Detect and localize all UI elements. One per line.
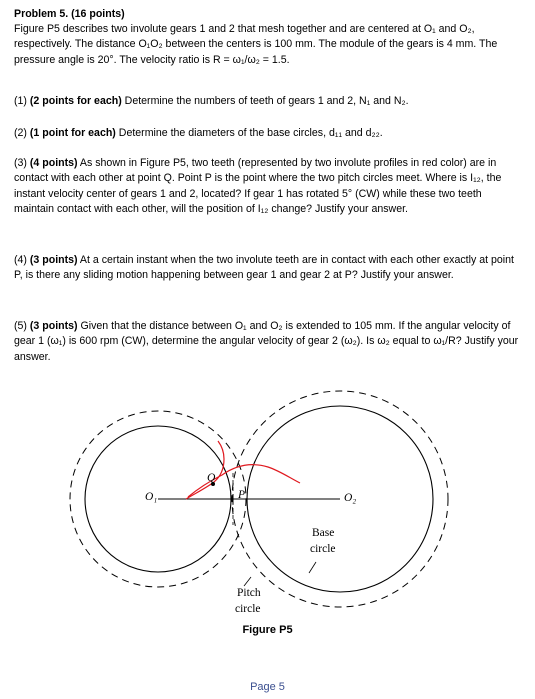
part-4-points: (3 points) (29, 254, 78, 266)
part-3 (14, 156, 522, 217)
part-4-text: At a certain instant when the two involute teeth are in contact with each other exactly at point P, is there any sliding motion happening between gear 1 and gear 2 at P? Justify your answer. (14, 254, 514, 282)
part-2-points: (1 point for each) (29, 127, 116, 139)
label-pitch: Pitch (237, 587, 261, 599)
pitch-point-mark (228, 494, 238, 504)
pitch-circle-leader (244, 577, 251, 586)
part-1-number: (1) (14, 95, 27, 107)
part-4-number: (4) (14, 254, 27, 266)
page-number: Page 5 (250, 681, 285, 693)
label-pitch-circle: circle (235, 603, 261, 615)
part-4 (14, 253, 522, 284)
part-1-text: Determine the numbers of teeth of gears 1 and 2, N₁ and N₂. (121, 95, 409, 107)
part-5-text: Given that the distance between O₁ and O₂ is extended to 105 mm. If the angular velocity of gear 1 (ω₁) is 600 rpm (CW), determine the angular velocity of gear 2 (ω₂). Is ω₂ equal to ω₁/R? Justify your answer. (14, 320, 519, 363)
part-5-points: (3 points) (29, 320, 78, 332)
part-3-number: (3) (14, 157, 27, 169)
part-1 (14, 94, 522, 109)
part-2-text: Determine the diameters of the base circles, d₁₁ and d₂₂. (115, 127, 383, 139)
label-p: P (238, 489, 246, 501)
part-5 (14, 319, 522, 365)
part-2 (14, 126, 522, 141)
label-base-circle: circle (310, 543, 336, 555)
label-base: Base (312, 527, 335, 539)
gear1-involute-profile (186, 441, 224, 499)
problem-intro: Figure P5 describes two involute gears 1 and 2 that mesh together and are centered at O₁ and O₂, respectively. The distance O₁O₂ between the centers is 100 mm. The module of the gears is 4 mm. The pressure angle is 20°. The velocity ratio is R = ω₁/ω₂ = 1.5. (14, 23, 498, 66)
problem-title: Problem 5. (16 points) (14, 8, 125, 20)
label-o2: O₂ (344, 492, 357, 504)
part-2-number: (2) (14, 127, 27, 139)
part-3-points: (4 points) (29, 157, 78, 169)
base-circle-leader (309, 562, 316, 573)
figure-caption: Figure P5 (242, 624, 293, 636)
part-3-text: As shown in Figure P5, two teeth (represented by two involute profiles in red color) are in contact with each other at point Q. Point P is the point where the two pitch circles meet. Where is I₁₂, the instant velocity center of gears 1 and 2, located? If gear 1 has rotated 5° (CW) while these two teeth maintain contact with each other, will the position of I₁₂ change? Justify your answer. (14, 157, 502, 215)
part-1-points: (2 points for each) (29, 95, 122, 107)
gear-figure (0, 385, 535, 640)
label-o1: O₁ (145, 491, 158, 503)
part-5-number: (5) (14, 320, 27, 332)
label-q: Q (207, 472, 216, 484)
